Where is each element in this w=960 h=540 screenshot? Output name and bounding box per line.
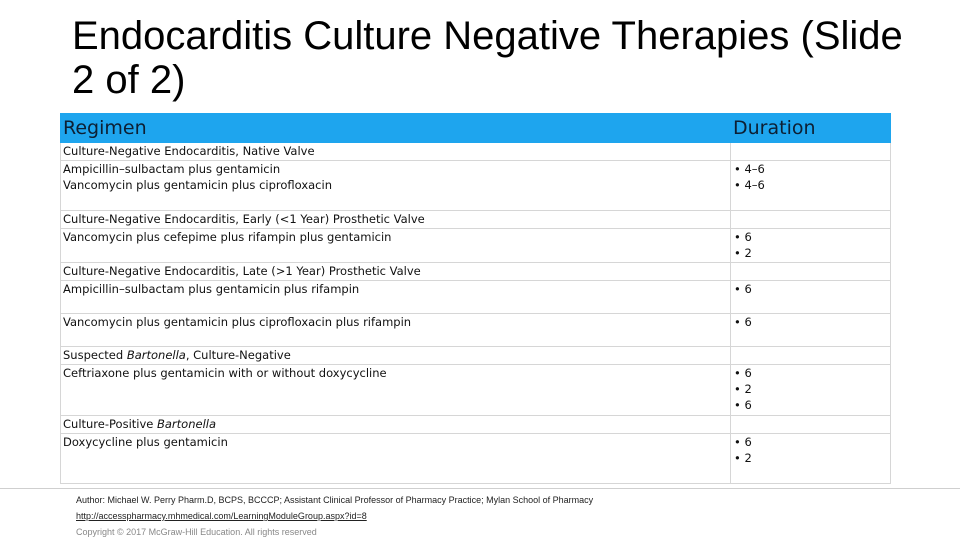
table-header-row <box>61 114 891 143</box>
footer-author: Author: Michael W. Perry Pharm.D, BCPS, BCCCP; Assistant Clinical Professor of Pharmacy Practice; Mylan School of Pharmacy <box>76 495 594 505</box>
table-row <box>61 161 891 211</box>
regimen-italic: Bartonella <box>157 417 217 431</box>
footer-divider <box>0 488 960 489</box>
regimen-suffix: , Culture-Negative <box>185 348 291 362</box>
table-row <box>61 347 891 365</box>
regimen-prefix: Suspected <box>63 348 127 362</box>
regimen-cell: Culture-Negative Endocarditis, Late (>1 Year) Prosthetic Valve <box>61 263 731 281</box>
regimen-cell: Ampicillin–sulbactam plus gentamicin plus rifampin <box>61 281 731 314</box>
regimen-cell <box>61 347 731 365</box>
duration-cell <box>731 347 891 365</box>
table-row <box>61 416 891 434</box>
regimen-cell: Doxycycline plus gentamicin <box>61 434 731 484</box>
table-row <box>61 281 891 314</box>
regimen-cell <box>61 416 731 434</box>
table-row <box>61 263 891 281</box>
footer <box>76 492 593 540</box>
table-row <box>61 365 891 416</box>
duration-cell: • 4–6 • 4–6 <box>731 161 891 211</box>
regimen-cell: Ceftriaxone plus gentamicin with or without doxycycline <box>61 365 731 416</box>
table-row <box>61 314 891 347</box>
table-row <box>61 434 891 484</box>
footer-copyright: Copyright © 2017 McGraw-Hill Education. All rights reserved <box>76 527 317 537</box>
table-row <box>61 229 891 263</box>
table-row <box>61 211 891 229</box>
header-duration: Duration <box>731 114 891 143</box>
regimen-prefix: Culture-Positive <box>63 417 157 431</box>
duration-cell: • 6 • 2 • 6 <box>731 365 891 416</box>
duration-cell: • 6 <box>731 281 891 314</box>
duration-cell: • 6 • 2 <box>731 229 891 263</box>
duration-cell: • 6 <box>731 314 891 347</box>
duration-cell <box>731 416 891 434</box>
regimen-cell: Vancomycin plus cefepime plus rifampin plus gentamicin <box>61 229 731 263</box>
duration-cell <box>731 143 891 161</box>
footer-link[interactable]: http://accesspharmacy.mhmedical.com/LearningModuleGroup.aspx?id=8 <box>76 511 367 521</box>
table-row <box>61 143 891 161</box>
therapy-table <box>60 113 891 484</box>
regimen-cell: Ampicillin–sulbactam plus gentamicin Vancomycin plus gentamicin plus ciprofloxacin <box>61 161 731 211</box>
duration-cell <box>731 263 891 281</box>
header-regimen: Regimen <box>61 114 731 143</box>
duration-cell <box>731 211 891 229</box>
regimen-cell: Vancomycin plus gentamicin plus ciprofloxacin plus rifampin <box>61 314 731 347</box>
duration-cell: • 6 • 2 <box>731 434 891 484</box>
regimen-italic: Bartonella <box>126 348 186 362</box>
slide-title: Endocarditis Culture Negative Therapies (Slide 2 of 2) <box>72 14 903 102</box>
regimen-cell: Culture-Negative Endocarditis, Native Valve <box>61 143 731 161</box>
regimen-cell: Culture-Negative Endocarditis, Early (<1 Year) Prosthetic Valve <box>61 211 731 229</box>
